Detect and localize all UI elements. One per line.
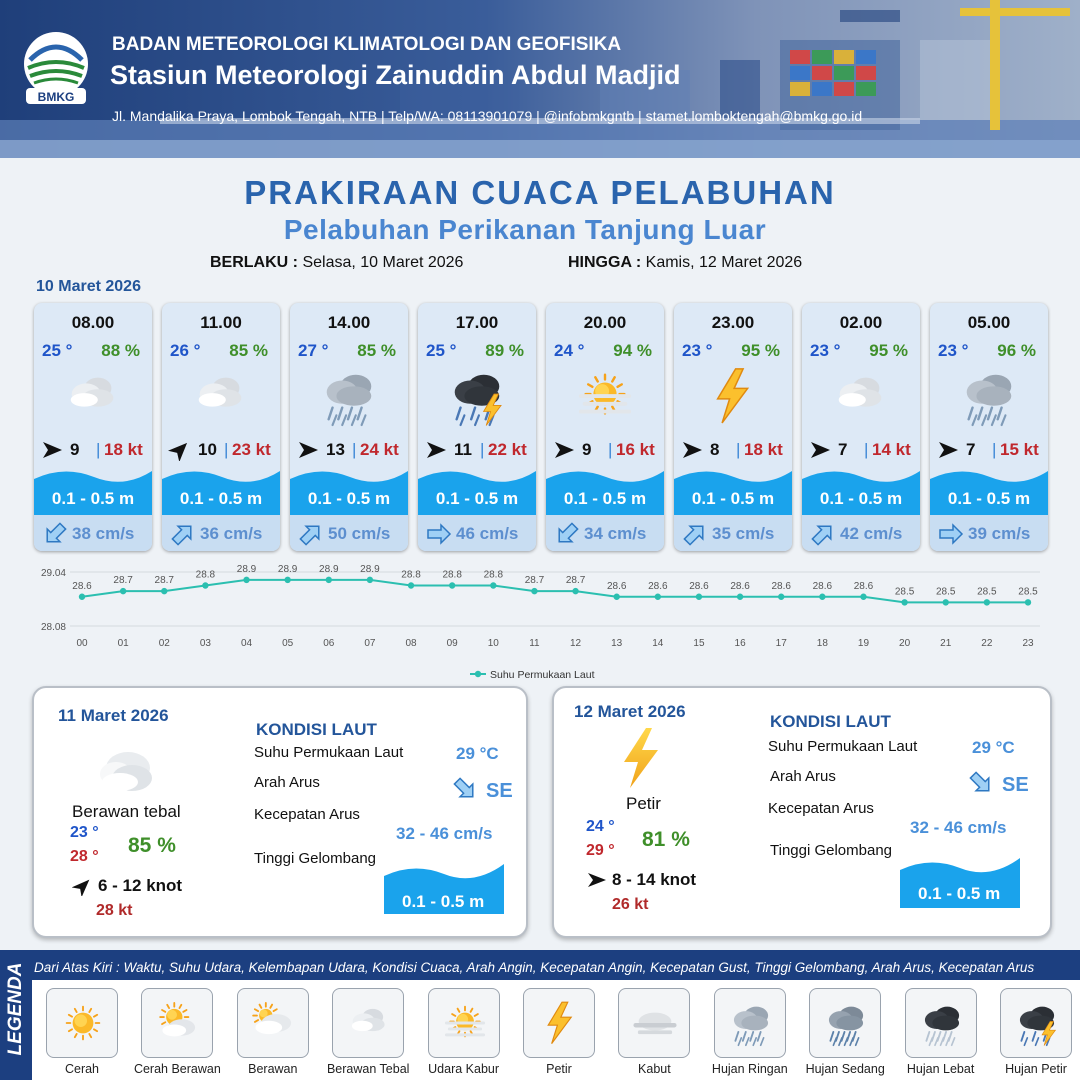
current-direction-icon [170,521,196,547]
wind-speed: 10 [198,440,217,459]
forecast-time: 05.00 [967,313,1011,332]
legend-label: Cerah [64,1062,100,1076]
legend [0,950,1080,1080]
legend-icon-box [332,988,404,1058]
gust-speed: 15 kt [1000,440,1039,459]
berawan-tebal-icon [90,738,160,802]
sst-series-line [82,580,1028,603]
wave-height: 0.1 - 0.5 m [819,489,903,508]
data-point [408,582,414,588]
legend-item [133,986,225,1080]
wind-speed: 9 [582,440,592,459]
legend-label: Berawan [248,1062,298,1076]
valid-from-label: BERLAKU : [210,254,298,271]
wind-row [936,439,1046,461]
x-tick-label: 20 [899,638,911,649]
sst-value: 29 °C [972,738,1015,757]
legend-label: Hujan Lebat [906,1062,975,1076]
data-label: 28.6 [771,580,791,592]
wind-direction-icon [552,439,576,461]
data-label: 28.5 [894,586,915,598]
legend-icons [32,980,1080,1080]
data-label: 28.5 [977,586,997,598]
berawan-tebal-icon [186,365,256,427]
air-temperature: 23 ° [938,341,969,360]
x-tick-label: 23 [1022,638,1034,649]
data-label: 28.5 [936,586,956,598]
wave-height-label: Tinggi Gelombang [254,850,377,867]
x-tick-label: 06 [323,638,335,649]
x-tick-label: 14 [652,638,664,649]
current-speed: 42 cm/s [840,524,903,543]
data-point [449,582,455,588]
day-gust: 28 kt [96,902,133,919]
x-tick-label: 13 [611,638,623,649]
x-tick-label: 17 [775,638,787,649]
current-direction-label: Arah Arus [770,768,836,785]
data-label: 28.6 [853,580,874,592]
legend-item [515,986,607,1080]
port-name: Pelabuhan Perikanan Tanjung Luar [283,214,767,245]
current-row [674,515,792,551]
current-direction-value: SE [1002,774,1029,796]
legend-icon-box [141,988,213,1058]
legend-item [801,986,893,1080]
current-speed: 39 cm/s [968,524,1031,543]
day-gust: 26 kt [612,896,649,913]
organization-name: BADAN METEOROLOGI KLIMATOLOGI DAN GEOFISIKA [112,34,622,55]
hujan-petir-icon [1011,999,1063,1047]
udara-kabur-icon [439,999,491,1047]
data-label: 28.7 [113,575,133,587]
wind-speed: 13 [326,440,345,459]
wind-direction-icon [168,439,192,461]
sea-surface-temperature-chart [30,560,1060,690]
berawan-tebal-icon [343,999,395,1047]
data-point [860,594,866,600]
data-label: 28.6 [648,580,668,592]
wind-row [296,439,406,461]
forecast-time: 08.00 [71,313,115,332]
data-point [778,594,784,600]
berawan-tebal-icon [58,365,128,427]
humidity: 94 % [613,341,652,360]
day-panel-11-maret [32,686,528,938]
chart-legend-marker [475,671,481,677]
forecast-time: 02.00 [839,313,883,332]
legend-label: Hujan Ringan [711,1062,788,1076]
wind-direction-icon [72,876,94,896]
legend-label: Hujan Petir [1005,1062,1067,1076]
cerah-icon [57,999,109,1047]
air-temperature: 23 ° [682,341,713,360]
legend-icon-box [523,988,595,1058]
forecast-time: 11.00 [200,313,242,332]
current-row [290,515,408,551]
current-row [418,515,536,551]
data-point [243,577,249,583]
wave-height: 0.1 - 0.5 m [435,489,519,508]
data-point [161,588,167,594]
wind-direction-icon [40,439,64,461]
legend-title: LEGENDA [5,962,26,1056]
sst-label: Suhu Permukaan Laut [254,744,404,761]
data-point [984,599,990,605]
data-label: 28.6 [812,580,833,592]
bmkg-logo [20,30,92,108]
current-direction-value: SE [486,780,513,802]
current-row [34,515,152,551]
hujan-sedang-icon [820,999,872,1047]
x-tick-label: 03 [199,638,211,649]
legend-item [324,986,416,1080]
humidity: 88 % [101,341,140,360]
legend-item [229,986,321,1080]
air-temperature: 23 ° [810,341,841,360]
legend-item [992,986,1080,1080]
hourly-card [546,303,664,551]
wind-separator: | [96,440,101,459]
wave-height-value: 0.1 - 0.5 m [402,892,485,911]
wind-direction-icon [680,439,704,461]
legend-item [897,986,989,1080]
wind-separator: | [224,440,229,459]
data-point [1025,599,1031,605]
current-direction-icon [426,521,452,547]
data-point [326,577,332,583]
forecast-time: 14.00 [327,313,371,332]
data-label: 28.8 [442,569,462,581]
current-direction-icon [554,521,580,547]
petir-icon [534,999,586,1047]
data-point [367,577,373,583]
legend-icon-box [618,988,690,1058]
cerah-berawan-icon [152,999,204,1047]
hujan-petir-icon [442,365,512,427]
hourly-card [290,303,408,551]
x-tick-label: 11 [529,638,540,649]
x-tick-label: 08 [405,638,417,649]
air-temperature: 25 ° [42,341,73,360]
x-tick-label: 09 [446,638,458,649]
wind-direction-icon [936,439,960,461]
wave-height: 0.1 - 0.5 m [691,489,775,508]
data-point [901,599,907,605]
current-row [930,515,1048,551]
x-tick-label: 10 [487,638,499,649]
legend-icon-box [905,988,977,1058]
day-panel-12-maret [552,686,1052,938]
kabut-icon [629,999,681,1047]
humidity: 95 % [741,341,780,360]
legend-label: Udara Kabur [428,1062,500,1076]
wave-height: 0.1 - 0.5 m [307,489,391,508]
day-wind-speed: 8 - 14 knot [612,870,697,889]
data-point [696,594,702,600]
current-direction-icon [938,521,964,547]
x-tick-label: 18 [816,638,828,649]
data-point [120,588,126,594]
wave-height: 0.1 - 0.5 m [563,489,647,508]
air-temperature: 27 ° [298,341,329,360]
data-point [490,582,496,588]
current-direction-label: Arah Arus [254,774,320,791]
day-temp-min: 24 ° [586,818,615,835]
today-date: 10 Maret 2026 [36,278,141,295]
wave-height: 0.1 - 0.5 m [947,489,1031,508]
x-tick-label: 19 [857,638,870,649]
current-speed-label: Kecepatan Arus [768,800,874,817]
data-label: 28.6 [606,580,627,592]
data-label: 28.9 [236,563,257,575]
header-banner [0,0,1080,158]
wind-speed: 11 [454,440,472,459]
kondisi-laut-title: KONDISI LAUT [256,720,377,739]
sst-value: 29 °C [456,744,499,763]
data-point [819,594,825,600]
data-point [531,588,537,594]
data-label: 28.9 [319,563,339,575]
data-point [737,594,743,600]
contact-info: Jl. Mandalika Praya, Lombok Tengah, NTB | Telp/WA: 08113901079 | @infobmkgntb | stamet.lomboktengah@bmkg.go.id [112,108,863,124]
hourly-card [34,303,152,551]
valid-to [568,254,802,272]
udara-kabur-icon [570,365,640,427]
wave-height-value: 0.1 - 0.5 m [918,884,1001,903]
wind-direction-icon [586,870,608,890]
legend-icon-box [237,988,309,1058]
station-name: Stasiun Meteorologi Zainuddin Abdul Madjid [110,60,681,90]
current-direction-icon [968,770,994,796]
data-label: 28.8 [483,569,504,581]
x-tick-label: 12 [570,638,582,649]
wind-separator: | [992,440,997,459]
legend-description: Dari Atas Kiri : Waktu, Suhu Udara, Kelembapan Udara, Kondisi Cuaca, Arah Angin, Kecepatan Angin, Kecepatan Gust, Tinggi Gelombang, Arah Arus, Kecepatan Arus [34,960,1035,975]
air-temperature: 25 ° [426,341,457,360]
valid-to-label: HINGGA : [568,254,642,271]
legend-label: Hujan Sedang [805,1062,885,1076]
logo-text: BMKG [37,90,75,104]
data-label: 28.7 [524,575,545,587]
wind-row [168,439,278,461]
day-temp-min: 23 ° [70,824,99,841]
data-label: 28.6 [689,580,709,592]
gust-speed: 24 kt [360,440,399,459]
day-humidity: 85 % [128,834,176,857]
legend-icon-box [809,988,881,1058]
humidity: 85 % [357,341,396,360]
data-label: 28.7 [154,575,174,587]
wind-row [680,439,790,461]
wind-separator: | [736,440,741,459]
x-tick-label: 22 [981,638,993,649]
data-label: 28.8 [401,569,421,581]
x-tick-label: 05 [282,638,294,649]
air-temperature: 24 ° [554,341,585,360]
wind-direction-icon [808,439,832,461]
legend-label: Petir [546,1062,572,1076]
hujan-ringan-icon [314,365,384,427]
wind-speed: 7 [966,440,976,459]
current-direction-icon [682,521,708,547]
data-label: 28.7 [565,575,586,587]
x-tick-label: 04 [240,638,253,649]
wind-speed: 8 [710,440,720,459]
wave-height-label: Tinggi Gelombang [770,842,893,859]
legend-tag [0,950,32,1080]
wind-direction-icon [296,439,320,461]
gust-speed: 22 kt [488,440,527,459]
forecast-time: 23.00 [711,313,755,332]
valid-from [210,254,463,272]
legend-label: Berawan Tebal [326,1062,410,1076]
data-point [79,594,85,600]
x-tick-label: 02 [158,638,170,649]
petir-icon [698,365,768,427]
berawan-icon [248,999,300,1047]
current-speed: 36 cm/s [200,524,263,543]
wind-direction-icon [424,439,448,461]
wind-row [424,439,534,461]
day-temp-max: 28 ° [70,848,99,865]
legend-item [420,986,512,1080]
gust-speed: 23 kt [232,440,271,459]
humidity: 89 % [485,341,524,360]
day-condition: Berawan tebal [72,802,181,821]
wind-row [40,439,150,461]
x-tick-label: 00 [76,638,88,649]
current-direction-icon [810,521,836,547]
data-label: 28.9 [277,563,298,575]
legend-item [38,986,130,1080]
current-speed: 46 cm/s [456,524,519,543]
forecast-time: 17.00 [455,313,499,332]
current-speed: 50 cm/s [328,524,391,543]
current-direction-icon [42,521,68,547]
hujan-lebat-icon [916,999,968,1047]
x-tick-label: 15 [693,638,705,649]
y-tick-label: 29.04 [40,568,66,579]
wave-height: 0.1 - 0.5 m [51,489,135,508]
hourly-card [930,303,1048,551]
hujan-ringan-icon [954,365,1024,427]
data-label: 28.5 [1018,586,1038,598]
hourly-card [162,303,280,551]
current-row [162,515,280,551]
day-date: 11 Maret 2026 [58,706,169,725]
data-point [613,594,619,600]
petir-icon [606,726,676,790]
gust-speed: 18 kt [104,440,143,459]
wind-speed: 9 [70,440,80,459]
current-row [546,515,664,551]
current-speed-value: 32 - 46 cm/s [396,824,493,843]
wind-separator: | [608,440,613,459]
legend-icon-box [1000,988,1072,1058]
humidity: 95 % [869,341,908,360]
current-row [802,515,920,551]
legend-icon-box [46,988,118,1058]
data-point [202,582,208,588]
sst-label: Suhu Permukaan Laut [768,738,918,755]
gust-speed: 16 kt [616,440,655,459]
day-temp-max: 29 ° [586,842,615,859]
x-tick-label: 16 [734,638,746,649]
day-humidity: 81 % [642,828,690,851]
gust-speed: 18 kt [744,440,783,459]
legend-item [610,986,702,1080]
data-label: 28.8 [195,569,216,581]
legend-icon-box [714,988,786,1058]
berawan-tebal-icon [826,365,896,427]
day-wind-speed: 6 - 12 knot [98,876,183,895]
data-label: 28.9 [360,563,380,575]
wind-separator: | [352,440,357,459]
x-tick-label: 01 [117,638,129,649]
current-speed: 38 cm/s [72,524,135,543]
wind-speed: 7 [838,440,848,459]
legend-icon-box [428,988,500,1058]
data-label: 28.6 [72,580,92,592]
humidity: 85 % [229,341,268,360]
hourly-card [674,303,792,551]
wind-row [808,439,918,461]
gust-speed: 14 kt [872,440,911,459]
chart-legend-label: Suhu Permukaan Laut [490,669,595,681]
current-speed-label: Kecepatan Arus [254,806,360,823]
current-speed: 34 cm/s [584,524,647,543]
day-date: 12 Maret 2026 [574,702,686,721]
page-title: PRAKIRAAN CUACA PELABUHAN [244,174,836,211]
data-point [572,588,578,594]
valid-to-value: Kamis, 12 Maret 2026 [645,254,803,271]
hourly-card [802,303,920,551]
hujan-ringan-icon [725,999,777,1047]
data-label: 28.6 [730,580,750,592]
current-speed-value: 32 - 46 cm/s [910,818,1007,837]
data-point [943,599,949,605]
current-speed: 35 cm/s [712,524,775,543]
x-tick-label: 21 [940,638,952,649]
day-condition: Petir [626,794,661,813]
humidity: 96 % [997,341,1036,360]
wind-separator: | [864,440,869,459]
y-tick-label: 28.08 [40,622,66,633]
wind-row [552,439,662,461]
valid-from-value: Selasa, 10 Maret 2026 [302,254,464,271]
legend-label: Cerah Berawan [133,1062,221,1076]
wind-separator: | [480,440,485,459]
current-direction-icon [298,521,324,547]
current-direction-icon [452,776,478,802]
x-tick-label: 07 [364,638,376,649]
hourly-card [418,303,536,551]
legend-label: Kabut [638,1062,671,1076]
forecast-time: 20.00 [583,313,627,332]
kondisi-laut-title: KONDISI LAUT [770,712,891,731]
legend-item [706,986,798,1080]
data-point [655,594,661,600]
wave-height: 0.1 - 0.5 m [179,489,263,508]
air-temperature: 26 ° [170,341,201,360]
data-point [284,577,290,583]
